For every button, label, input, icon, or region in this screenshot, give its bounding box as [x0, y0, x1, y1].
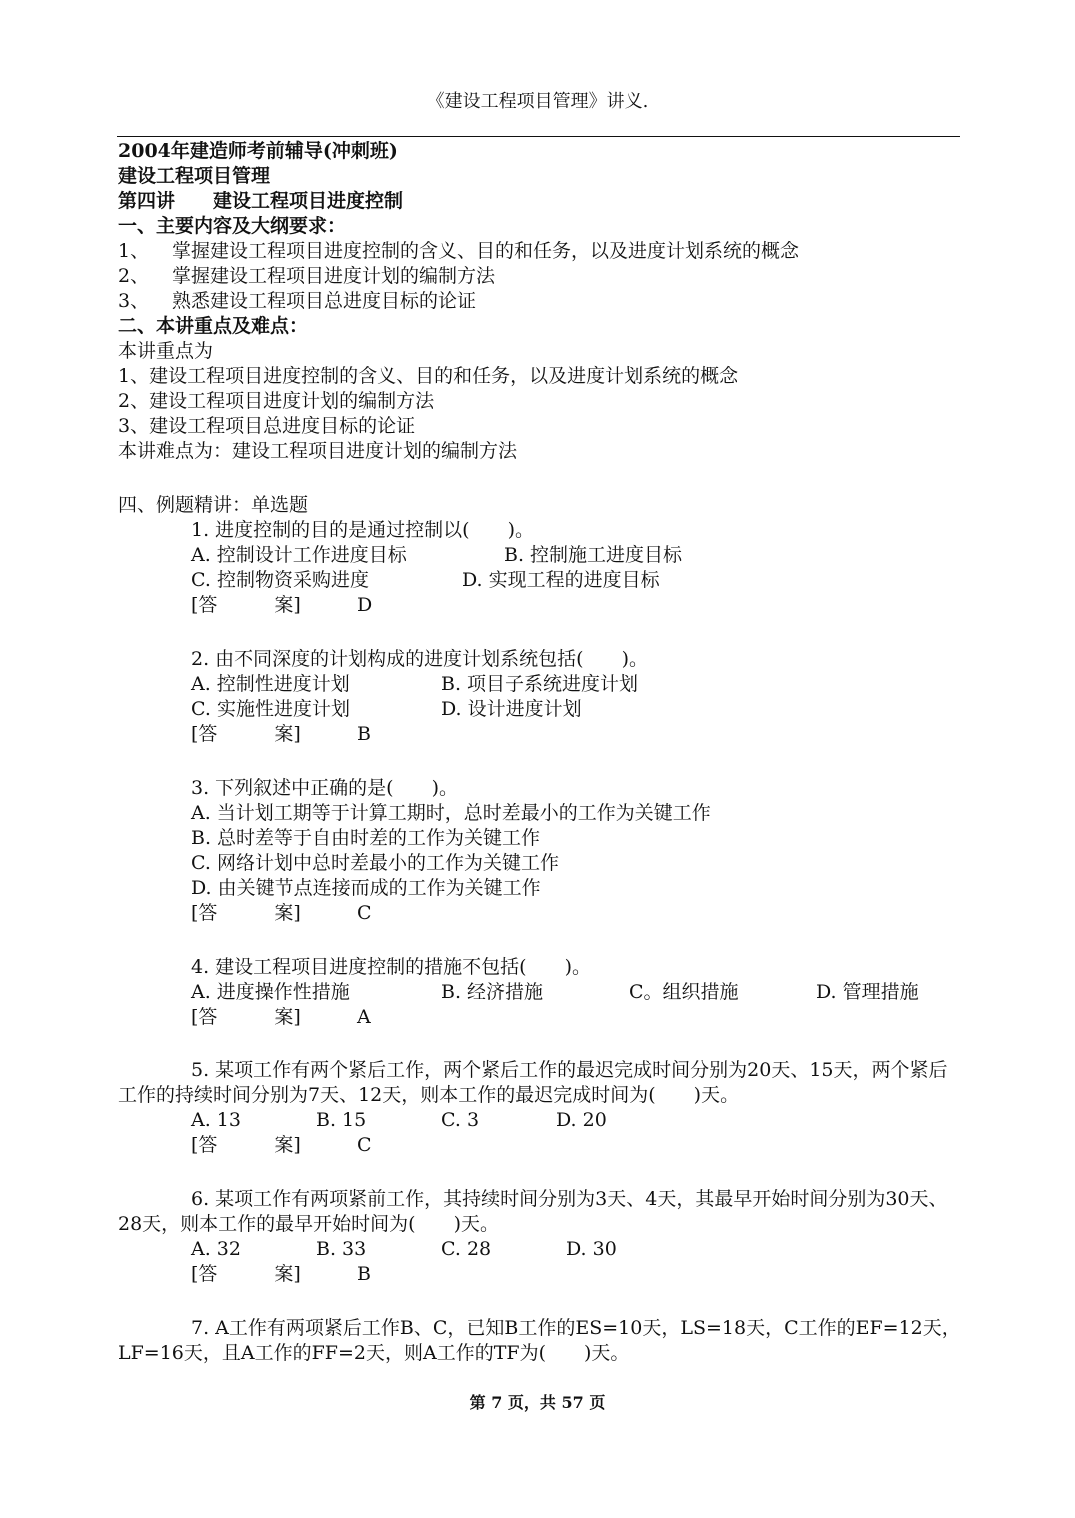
- answer-value: B: [357, 723, 371, 745]
- option: A. 13: [191, 1109, 241, 1131]
- section4-title: 四、例题精讲：单选题: [118, 494, 309, 516]
- item-text: 掌握建设工程项目进度控制的含义、目的和任务，以及进度计划系统的概念: [172, 240, 800, 262]
- answer-label: [答 案]: [191, 1134, 301, 1156]
- option: C. 网络计划中总时差最小的工作为关键工作: [191, 852, 559, 874]
- section2-difficulty: 本讲难点为：建设工程项目进度计划的编制方法: [118, 440, 518, 462]
- answer-line: [118, 1133, 963, 1158]
- section1-item: [118, 289, 963, 314]
- option: A. 当计划工期等于计算工期时，总时差最小的工作为关键工作: [191, 802, 711, 824]
- question-stem: 3. 下列叙述中正确的是( )。: [191, 777, 458, 799]
- section2-item: 3、建设工程项目总进度目标的论证: [118, 415, 416, 437]
- item-text: 熟悉建设工程项目总进度目标的论证: [172, 290, 477, 312]
- option: D. 管理措施: [816, 981, 919, 1003]
- question-stem: 6. 某项工作有两项紧前工作，其持续时间分别为3天、4天，其最早开始时间分别为30天、28天，则本工作的最早开始时间为( )天。: [118, 1188, 948, 1235]
- option: B. 经济措施: [441, 981, 544, 1003]
- heading-line-3: 第四讲 建设工程项目进度控制: [118, 190, 404, 212]
- answer-label: [答 案]: [191, 723, 301, 745]
- document-body: [118, 139, 963, 1366]
- option: C. 实施性进度计划: [191, 698, 350, 720]
- option: D. 30: [566, 1238, 617, 1260]
- option-row: [118, 697, 963, 722]
- section1-item: [118, 264, 963, 289]
- option-row: [118, 672, 963, 697]
- option: B. 33: [316, 1238, 367, 1260]
- option: D. 20: [556, 1109, 607, 1131]
- question-stem: 5. 某项工作有两个紧后工作，两个紧后工作的最迟完成时间分别为20天、15天，两个紧后工作的持续时间分别为7天、12天，则本工作的最迟完成时间为( )天。: [118, 1059, 948, 1106]
- section2-item: 2、建设工程项目进度计划的编制方法: [118, 390, 435, 412]
- answer-line: [118, 1005, 963, 1030]
- option-row: [118, 543, 963, 568]
- option: C. 控制物资采购进度: [191, 569, 369, 591]
- option: C. 3: [441, 1109, 480, 1131]
- option: C. 28: [441, 1238, 492, 1260]
- section2-item: 1、建设工程项目进度控制的含义、目的和任务，以及进度计划系统的概念: [118, 365, 739, 387]
- section1-item: [118, 239, 963, 264]
- answer-line: [118, 1262, 963, 1287]
- option: A. 进度操作性措施: [191, 981, 350, 1003]
- option: A. 32: [191, 1238, 241, 1260]
- option-row: [118, 1237, 963, 1262]
- option: B. 15: [316, 1109, 367, 1131]
- option: B. 控制施工进度目标: [504, 544, 683, 566]
- item-number: 3、: [118, 290, 150, 312]
- heading-line-2: 建设工程项目管理: [118, 165, 271, 187]
- question-stem: 4. 建设工程项目进度控制的措施不包括( )。: [191, 956, 591, 978]
- question-stem: 7. A工作有两项紧后工作B、C，已知B工作的ES=10天，LS=18天，C工作的EF=12天，LF=16天，且A工作的FF=2天，则A工作的TF为( )天。: [118, 1317, 961, 1364]
- item-text: 掌握建设工程项目进度计划的编制方法: [172, 265, 496, 287]
- question-stem: 2. 由不同深度的计划构成的进度计划系统包括( )。: [191, 648, 648, 670]
- section1-title: 一、主要内容及大纲要求：: [118, 215, 347, 237]
- section2-title: 二、本讲重点及难点：: [118, 315, 309, 337]
- answer-line: [118, 722, 963, 747]
- question-stem: 1. 进度控制的目的是通过控制以( )。: [191, 519, 534, 541]
- page-header: 《建设工程项目管理》讲义.: [426, 91, 649, 112]
- answer-label: [答 案]: [191, 902, 301, 924]
- answer-value: C: [357, 902, 372, 924]
- option: D. 设计进度计划: [441, 698, 582, 720]
- heading-line-1: 2004年建造师考前辅导(冲刺班): [118, 140, 398, 162]
- option: D. 实现工程的进度目标: [462, 569, 660, 591]
- option: A. 控制性进度计划: [191, 673, 350, 695]
- item-number: 1、: [118, 240, 150, 262]
- option-row: [118, 980, 963, 1005]
- answer-label: [答 案]: [191, 594, 301, 616]
- answer-label: [答 案]: [191, 1263, 301, 1285]
- answer-value: C: [357, 1134, 372, 1156]
- answer-value: D: [357, 594, 373, 616]
- answer-line: [118, 593, 963, 618]
- answer-value: A: [357, 1006, 371, 1028]
- item-number: 2、: [118, 265, 150, 287]
- section2-intro: 本讲重点为: [118, 340, 214, 362]
- page-footer: 第 7 页，共 57 页: [469, 1393, 606, 1412]
- option: B. 总时差等于自由时差的工作为关键工作: [191, 827, 541, 849]
- answer-line: [118, 901, 963, 926]
- option: A. 控制设计工作进度目标: [191, 544, 407, 566]
- option: D. 由关键节点连接而成的工作为关键工作: [191, 877, 541, 899]
- answer-label: [答 案]: [191, 1006, 301, 1028]
- option-row: [118, 568, 963, 593]
- option: B. 项目子系统进度计划: [441, 673, 639, 695]
- answer-value: B: [357, 1263, 371, 1285]
- header-rule: [117, 136, 960, 137]
- option: C。组织措施: [629, 981, 739, 1003]
- option-row: [118, 1108, 963, 1133]
